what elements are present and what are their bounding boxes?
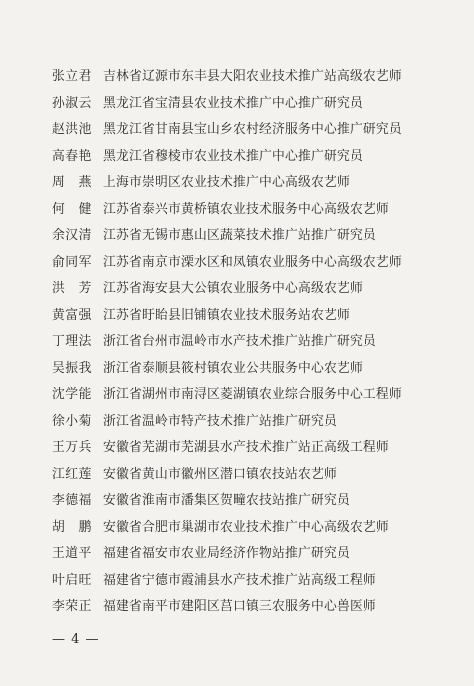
person-unit-title: 福建省福安市农业局经济作物站推广研究员 bbox=[103, 546, 350, 561]
list-item bbox=[52, 515, 452, 542]
person-name: 孙淑云 bbox=[52, 95, 92, 111]
list-item bbox=[52, 170, 452, 197]
person-unit-title: 福建省南平市建阳区莒口镇三农服务中心兽医师 bbox=[103, 599, 376, 614]
person-name: 王道平 bbox=[52, 546, 92, 561]
person-name: 洪 芳 bbox=[52, 281, 92, 296]
list-item bbox=[52, 594, 452, 621]
person-name: 赵洪池 bbox=[52, 122, 92, 137]
person-unit-title: 江苏省南京市溧水区和凤镇农业服务中心高级农艺师 bbox=[103, 254, 402, 270]
person-name: 何 健 bbox=[52, 201, 92, 217]
person-unit-title: 安徽省淮南市潘集区贺疃农技站推广研究员 bbox=[103, 493, 350, 508]
person-unit-title: 福建省宁德市霞浦县水产技术推广站高级工程师 bbox=[103, 572, 376, 588]
list-item bbox=[52, 303, 452, 330]
person-unit-title: 江苏省海安县大公镇农业服务中心高级农艺师 bbox=[103, 281, 363, 296]
person-name: 高春艳 bbox=[52, 148, 92, 164]
list-item bbox=[52, 382, 452, 409]
person-unit-title: 浙江省湖州市南浔区菱湖镇农业综合服务中心工程师 bbox=[103, 387, 402, 402]
person-name: 胡 鹏 bbox=[52, 519, 92, 535]
list-item bbox=[52, 568, 452, 595]
person-unit-title: 黑龙江省甘南县宝山乡农村经济服务中心推广研究员 bbox=[103, 122, 402, 137]
list-item bbox=[52, 462, 452, 489]
person-name: 李荣正 bbox=[52, 599, 92, 614]
list-item bbox=[52, 488, 452, 515]
person-name: 吴振我 bbox=[52, 360, 92, 376]
person-name: 黄富强 bbox=[52, 307, 92, 323]
list-item bbox=[52, 144, 452, 171]
list-item bbox=[52, 197, 452, 224]
person-unit-title: 安徽省芜湖市芜湖县水产技术推广站正高级工程师 bbox=[103, 440, 389, 455]
person-unit-title: 吉林省辽源市东丰县大阳农业技术推广站高级农艺师 bbox=[103, 69, 402, 84]
person-unit-title: 江苏省无锡市惠山区蔬菜技术推广站推广研究员 bbox=[103, 228, 376, 243]
list-item bbox=[52, 435, 452, 462]
person-name: 王万兵 bbox=[52, 440, 92, 455]
person-unit-title: 安徽省合肥市巢湖市农业技术推广中心高级农艺师 bbox=[103, 519, 389, 535]
list-item bbox=[52, 223, 452, 250]
person-name: 徐小菊 bbox=[52, 413, 92, 429]
person-name: 余汉清 bbox=[52, 228, 92, 243]
list-item bbox=[52, 356, 452, 383]
list-item bbox=[52, 409, 452, 436]
person-unit-title: 浙江省泰顺县筱村镇农业公共服务中心农艺师 bbox=[103, 360, 363, 376]
list-item bbox=[52, 541, 452, 568]
person-name: 张立君 bbox=[52, 69, 92, 84]
person-name: 叶启旺 bbox=[52, 572, 92, 588]
person-name: 沈学能 bbox=[52, 387, 92, 402]
person-unit-title: 上海市崇明区农业技术推广中心高级农艺师 bbox=[103, 175, 350, 190]
list-item bbox=[52, 250, 452, 277]
person-unit-title: 黑龙江省穆棱市农业技术推广中心推广研究员 bbox=[103, 148, 363, 164]
person-name: 李德福 bbox=[52, 493, 92, 508]
person-name: 江红莲 bbox=[52, 466, 92, 482]
list-item bbox=[52, 329, 452, 356]
list-item bbox=[52, 91, 452, 118]
person-unit-title: 江苏省泰兴市黄桥镇农业技术服务中心高级农艺师 bbox=[103, 201, 389, 217]
person-name: 丁理法 bbox=[52, 334, 92, 349]
person-name: 周 燕 bbox=[52, 175, 92, 190]
page-number: — 4 — bbox=[52, 632, 100, 647]
personnel-list bbox=[52, 64, 452, 621]
person-unit-title: 安徽省黄山市徽州区潜口镇农技站农艺师 bbox=[103, 466, 337, 482]
list-item bbox=[52, 64, 452, 91]
person-name: 俞同军 bbox=[52, 254, 92, 270]
person-unit-title: 黑龙江省宝清县农业技术推广中心推广研究员 bbox=[103, 95, 363, 111]
person-unit-title: 浙江省台州市温岭市水产技术推广站推广研究员 bbox=[103, 334, 376, 349]
person-unit-title: 浙江省温岭市特产技术推广站推广研究员 bbox=[103, 413, 337, 429]
list-item bbox=[52, 117, 452, 144]
list-item bbox=[52, 276, 452, 303]
person-unit-title: 江苏省盱眙县旧铺镇农业技术服务站农艺师 bbox=[103, 307, 350, 323]
